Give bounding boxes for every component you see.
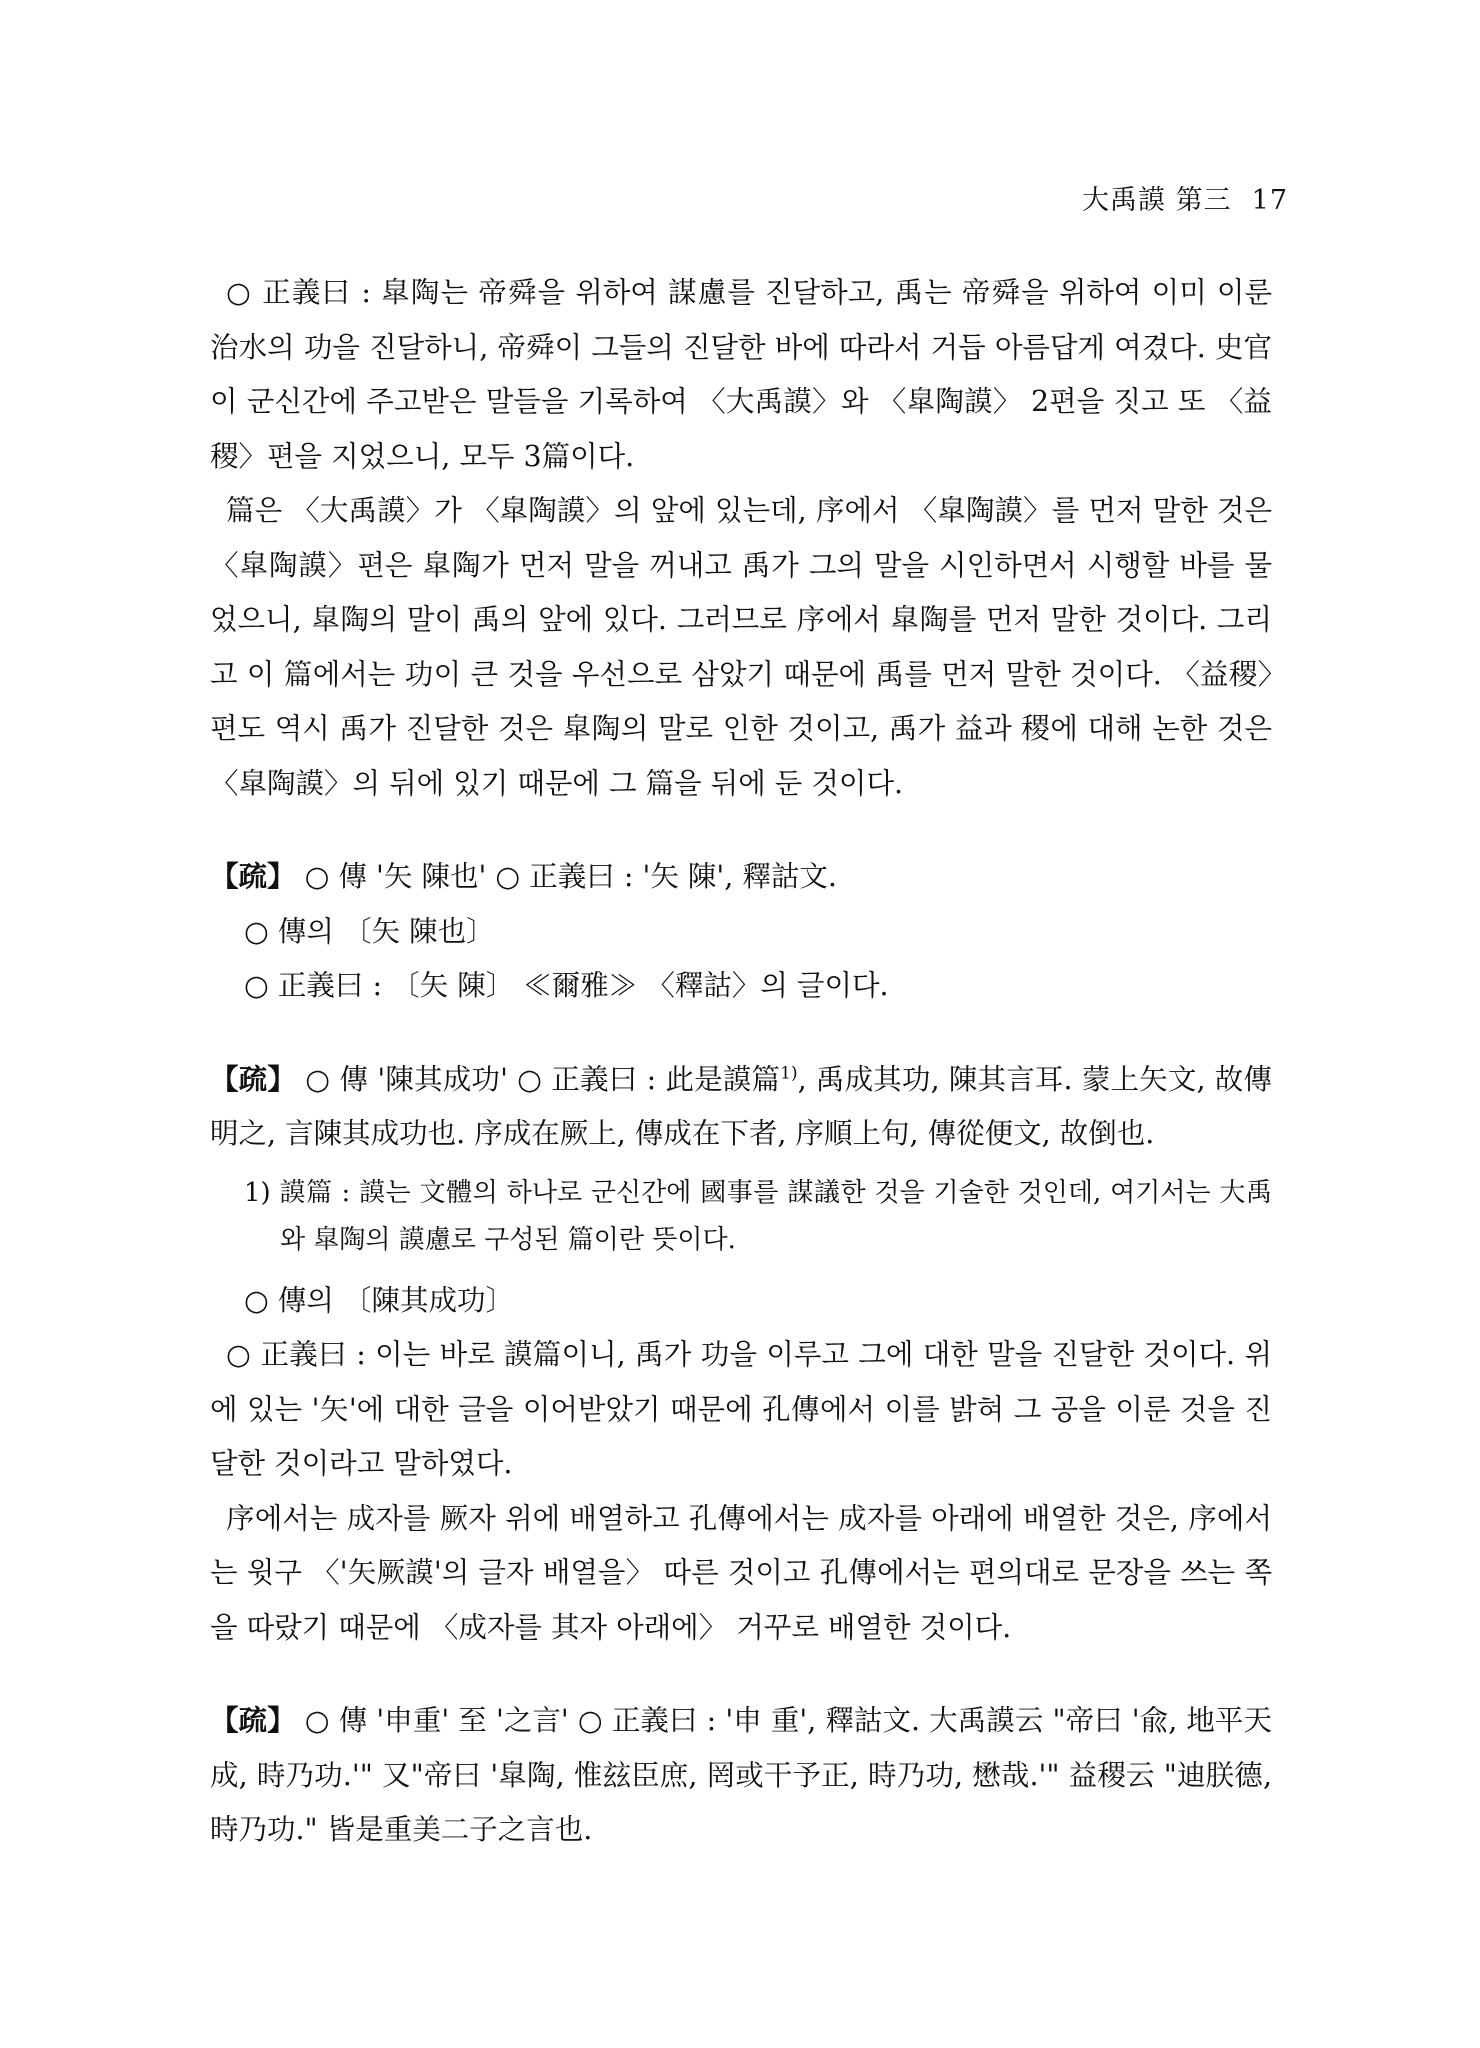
running-title: 大禹謨 第三 [1082,185,1232,216]
footnote-1: 1) 謨篇 : 謨는 文體의 하나로 군신간에 國事를 謀議한 것을 기술한 것인데, 여기서는 大禹와 皐陶의 謨慮로 구성된 篇이란 뜻이다. [244,1177,1272,1255]
shu2-xu: 序에서는 成자를 厥자 위에 배열하고 孔傳에서는 成자를 아래에 배열한 것은, 序에서는 윗구 〈'矢厥謨'의 글자 배열을〉 따른 것이고 孔傳에서는 편의대로 문장을 쓰는 쪽을 따랐기 때문에 〈成자를 其자 아래에〉 거꾸로 배열한 것이다. [210,1501,1272,1644]
shu-text: ○ 傳 '矢 陳也' ○ 正義曰 : '矢 陳', 釋詁文. [295,860,837,893]
shu2-zhengyi: ○ 正義曰 : 이는 바로 謨篇이니, 禹가 功을 이루고 그에 대한 말을 진달한 것이다. 위에 있는 '矢'에 대한 글을 이어받았기 때문에 孔傳에서 이를 밝혀 그 공을 이룬 것을 진달한 것이라고 말하였다. [210,1338,1272,1480]
running-header [1082,178,1288,217]
paragraph-pian: 篇은 〈大禹謨〉가 〈皐陶謨〉의 앞에 있는데, 序에서 〈皐陶謨〉를 먼저 말한 것은 〈皐陶謨〉편은 皐陶가 먼저 말을 꺼내고 禹가 그의 말을 시인하면서 시행할 바를 물었으니, 皐陶의 말이 禹의 앞에 있다. 그러므로 序에서 皐陶를 먼저 말한 것이다. 그리고 이 篇에서는 功이 큰 것을 우선으로 삼았기 때문에 禹를 먼저 말한 것이다. 〈益稷〉편도 역시 禹가 진달한 것은 皐陶의 말로 인한 것이고, 禹가 益과 稷에 대해 논한 것은 〈皐陶謨〉의 뒤에 있기 때문에 그 篇을 뒤에 둔 것이다. [210,494,1272,800]
shu2-sub-quote: ○ 傳의 〔陳其成功〕 [244,1283,515,1317]
shu-block-3 [210,1693,1272,1858]
shu-text-b: , 禹成其功, 陳其言耳. 蒙上矢文, 故傳明之, 言陳其成功也. 序成在厥上, 傳成在下者, 序順上句, 傳從便文, 故倒也. [210,1062,1272,1150]
page-number: 17 [1251,185,1288,216]
footnote-marker: 1) [780,1063,798,1083]
shu-block-2 [210,1052,1272,1162]
shu1-sub-zhengyi: ○ 正義曰 : 〔矢 陳〕 ≪爾雅≫ 〈釋詁〉의 글이다. [244,969,889,1002]
shu-block-1 [210,849,1272,905]
text-body [210,266,1272,1858]
shu-tag: 【疏】 [210,859,296,893]
shu-text: ○ 傳 '申重' 至 '之言' ○ 正義曰 : '申 重', 釋詁文. 大禹謨云 "帝曰 '兪, 地平天成, 時乃功.'" 又"帝曰 '皐陶, 惟玆臣庶, 罔或干予正, 時乃功, 懋哉.'" 益稷云 "迪朕德, 時乃功." 皆是重美二子之言也. [210,1704,1272,1846]
paragraph-zhengyi: ○ 正義曰 : 皐陶는 帝舜을 위하여 謀慮를 진달하고, 禹는 帝舜을 위하여 이미 이룬 治水의 功을 진달하니, 帝舜이 그들의 진달한 바에 따라서 거듭 아름답게 여겼다. 史官이 군신간에 주고받은 말들을 기록하여 〈大禹謨〉와 〈皐陶謨〉 2편을 짓고 또 〈益稷〉편을 지었으니, 모두 3篇이다. [210,276,1272,473]
shu-tag: 【疏】 [210,1703,296,1737]
shu-tag: 【疏】 [210,1061,297,1096]
shu1-sub-quote: ○ 傳의 〔矢 陳也〕 [244,914,495,948]
shu-text-a: ○ 傳 '陳其成功' ○ 正義曰 : 此是謨篇 [296,1062,781,1096]
